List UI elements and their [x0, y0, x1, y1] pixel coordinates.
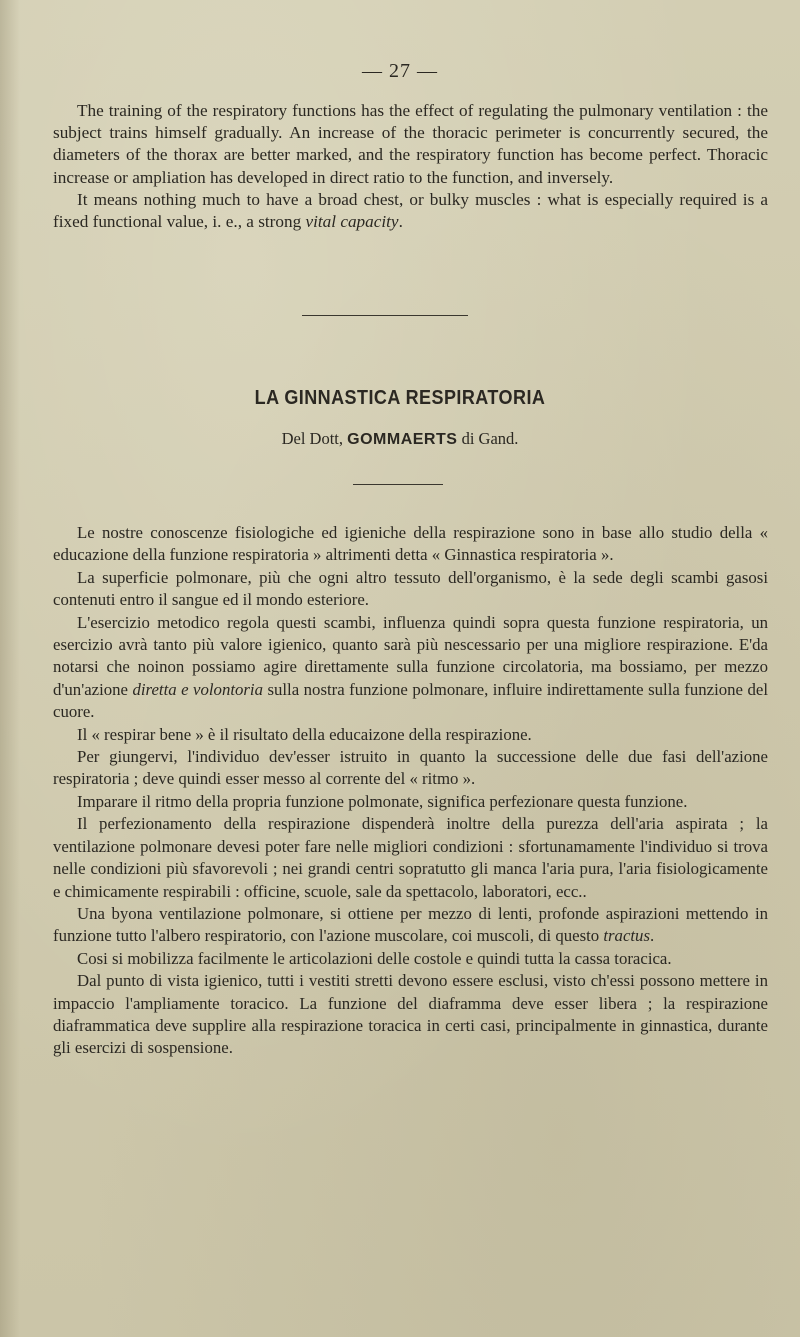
byline-prefix: Del Dott, — [281, 429, 348, 448]
italic-phrase: tractus — [603, 926, 650, 946]
paragraph-text: Una byona ventilazione polmonare, si ottiene per mezzo di lenti, profonde aspirazioni mettendo in funzione tutto l'albero respiratorio, con l'azione muscolare, coi muscoli, di questo — [53, 903, 768, 946]
italian-paragraph: Dal punto di vista igienico, tutti i vestiti stretti devono essere esclusi, visto ch'essi possono mettere in impaccio l'ampliamente toracico. La funzione del diaframma deve esser libera ; la respirazione diaframmatica deve supplire alla respirazione toracica in certi casi, principalmente in ginnastica, durante gli esercizi di sospensione. — [53, 971, 768, 1058]
italian-paragraph: Imparare il ritmo della propria funzione polmonate, significa perfezionare questa funzione. — [77, 791, 688, 811]
italian-paragraph — [53, 612, 768, 724]
title-divider — [353, 484, 443, 485]
italic-phrase: vital capacity — [305, 212, 399, 232]
author-name: GOMMAERTS — [347, 431, 458, 448]
italian-text-block — [53, 522, 768, 1060]
section-divider — [302, 315, 468, 316]
italian-paragraph: Le nostre conoscenze fisiologiche ed igieniche della respirazione sono in base allo studio della « educazione della funzione respiratoria » altrimenti detta « Ginnastica respiratoria ». — [53, 523, 768, 565]
english-paragraph — [53, 100, 768, 189]
italian-paragraph — [53, 903, 768, 948]
article-title: LA GINNASTICA RESPIRATORIA — [254, 387, 546, 409]
english-text-block — [53, 100, 768, 233]
paragraph-text: The training of the respiratory functions has the effect of regulating the pulmonary ventilation : the subject trains himself gradually. An increase of the thoracic perimeter is concurrently secured, the diameters of the thorax are better marked, and the respiratory function has become perfect. Thoracic increase or ampliation has developed in direct ratio to the function, and inversely. — [53, 101, 768, 187]
page-number: — 27 — — [362, 60, 438, 82]
paragraph-text: . — [398, 212, 403, 232]
italian-paragraph: Il perfezionamento della respirazione dispenderà inoltre della purezza dell'aria aspirata ; la ventilazione polmonare devesi poter fare nelle migliori condizioni : sfortunamamente l'individuo si trova nelle condizioni più sfavorevoli ; nei grandi centri sopratutto gli manca l'aria pura, l'aria fisiologicamente e chimicamente respirabili : officine, scuole, sale da spettacolo, laboratori, ecc.. — [53, 814, 768, 901]
byline-suffix: di Gand. — [457, 429, 519, 448]
paragraph-text: It means nothing much to have a broad chest, or bulky muscles : what is especially required is a fixed functional value, i. e., a strong — [53, 189, 768, 232]
paragraph-text: . — [649, 926, 655, 946]
page-edge-shadow — [0, 0, 20, 1337]
article-byline — [0, 429, 800, 449]
italian-paragraph: La superficie polmonare, più che ogni altro tessuto dell'organismo, è la sede degli scambi gasosi contenuti entro il sangue ed il mondo esteriore. — [53, 567, 768, 610]
paragraph-text: L'esercizio metodico regola questi scambi, influenza quindi sopra questa funzione respiratoria, un esercizio avrà tanto più valore igienico, quanto sarà più nescessario per una migliore respirazione. E'da notarsi che noinon possiamo agire direttamente sulla funzione circolatoria, ma bossiamo, per mezzo d'un'azione — [53, 612, 768, 699]
italian-paragraph: Per giungervi, l'individuo dev'esser istruito in quanto la successione delle due fasi dell'azione respiratoria ; deve quindi esser messo al corrente del « ritmo ». — [53, 747, 768, 789]
english-paragraph — [53, 189, 768, 233]
paragraph-text: sulla nostra funzione polmonare, influire indirettamente sulla funzione del cuore. — [53, 679, 768, 722]
italian-paragraph: Il « respirar bene » è il risultato della educaizone della respirazione. — [77, 724, 532, 744]
italian-paragraph: Cosi si mobilizza facilmente le articolazioni delle costole e quindi tutta la cassa toracica. — [77, 948, 672, 968]
italic-phrase: diretta e volontoria — [132, 679, 263, 699]
